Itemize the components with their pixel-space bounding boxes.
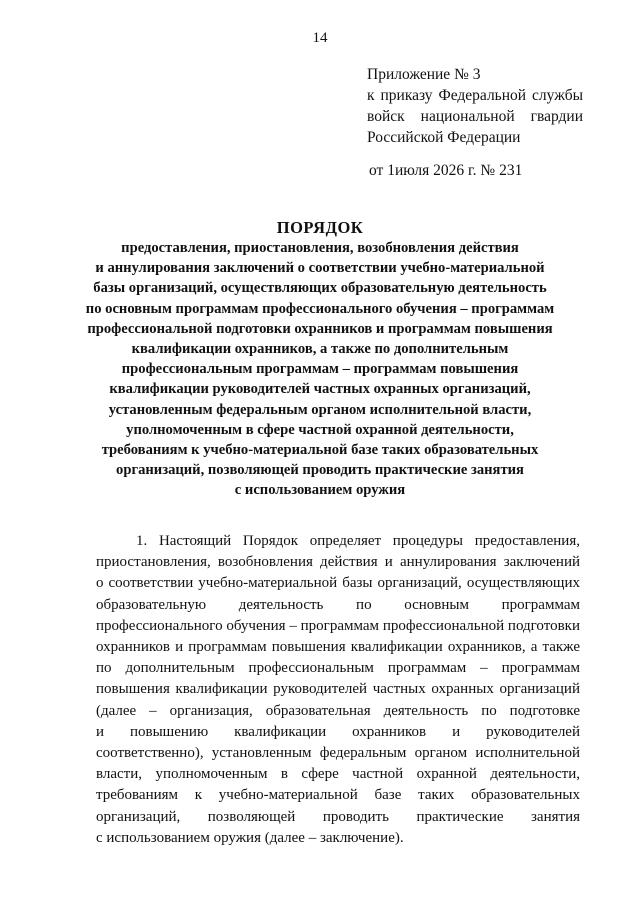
paragraph-line: и повышению квалификации охранников и руководителей (96, 723, 580, 740)
appendix-line: войск национальной гвардии (367, 108, 583, 125)
subtitle-line: предоставления, приостановления, возобновления действия (121, 240, 519, 256)
subtitle-line: требованиям к учебно-материальной базе таких образовательных (101, 442, 539, 459)
paragraph-line: соответственно), установленным федеральным органом исполнительной (96, 745, 580, 762)
subtitle-line: профессиональным программам – программам повышения (121, 361, 519, 378)
subtitle-line: с использованием оружия (234, 482, 406, 499)
subtitle-line: квалификации руководителей частных охранных организаций, (109, 381, 531, 398)
paragraph-line: с использованием оружия (далее – заключение). (96, 829, 404, 846)
paragraph-line: образовательную деятельность по основным программам (96, 596, 580, 613)
document-title: ПОРЯДОК (276, 218, 364, 237)
page-number: 14 (312, 30, 328, 46)
paragraph-line: (далее – организация, образовательная деятельность по подготовке (96, 702, 580, 719)
appendix-line: Российской Федерации (367, 129, 521, 146)
subtitle-line: установленным федеральным органом исполнительной власти, (108, 401, 532, 418)
paragraph-line: по дополнительным профессиональным программам – программам (96, 660, 580, 677)
appendix-date-line: от 1июля 2026 г. № 231 (369, 162, 523, 179)
subtitle-line: базы организаций, осуществляющих образовательную деятельность (93, 280, 547, 297)
paragraph-line: профессионального обучения – программам профессиональной подготовки (96, 617, 580, 634)
subtitle-line: по основным программам профессионального обучения – программам (85, 300, 555, 317)
paragraph-line: охранников и программам повышения квалификации охранников, а также (96, 639, 580, 656)
paragraph-1 (96, 531, 580, 849)
subtitle-line: уполномоченным в сфере частной охранной деятельности, (126, 421, 514, 438)
document-subtitle (80, 238, 560, 501)
subtitle-line: профессиональной подготовки охранников и программам повышения (87, 320, 553, 337)
appendix-block (367, 64, 583, 181)
paragraph-line: повышения квалификации руководителей частных охранных организаций (96, 681, 580, 698)
appendix-line: Приложение № 3 (367, 66, 481, 83)
paragraph-line: о соответствии учебно-материальной базы организаций, осуществляющих (96, 575, 580, 592)
subtitle-line: организаций, позволяющей проводить практические занятия (116, 462, 524, 479)
appendix-line: к приказу Федеральной службы (367, 87, 583, 104)
paragraph-line: организаций, позволяющей проводить практические занятия (96, 808, 580, 825)
paragraph-line: приостановления, возобновления действия и аннулирования заключений (96, 554, 580, 571)
subtitle-line: квалификации охранников, а также по дополнительным (131, 341, 509, 358)
paragraph-line: власти, уполномоченным в сфере частной охранной деятельности, (96, 766, 580, 783)
paragraph-line: требованиям к учебно-материальной базе таких образовательных (96, 787, 580, 804)
paragraph-line: 1. Настоящий Порядок определяет процедуры предоставления, (136, 533, 580, 549)
subtitle-line: и аннулирования заключений о соответствии учебно-материальной (95, 260, 545, 277)
